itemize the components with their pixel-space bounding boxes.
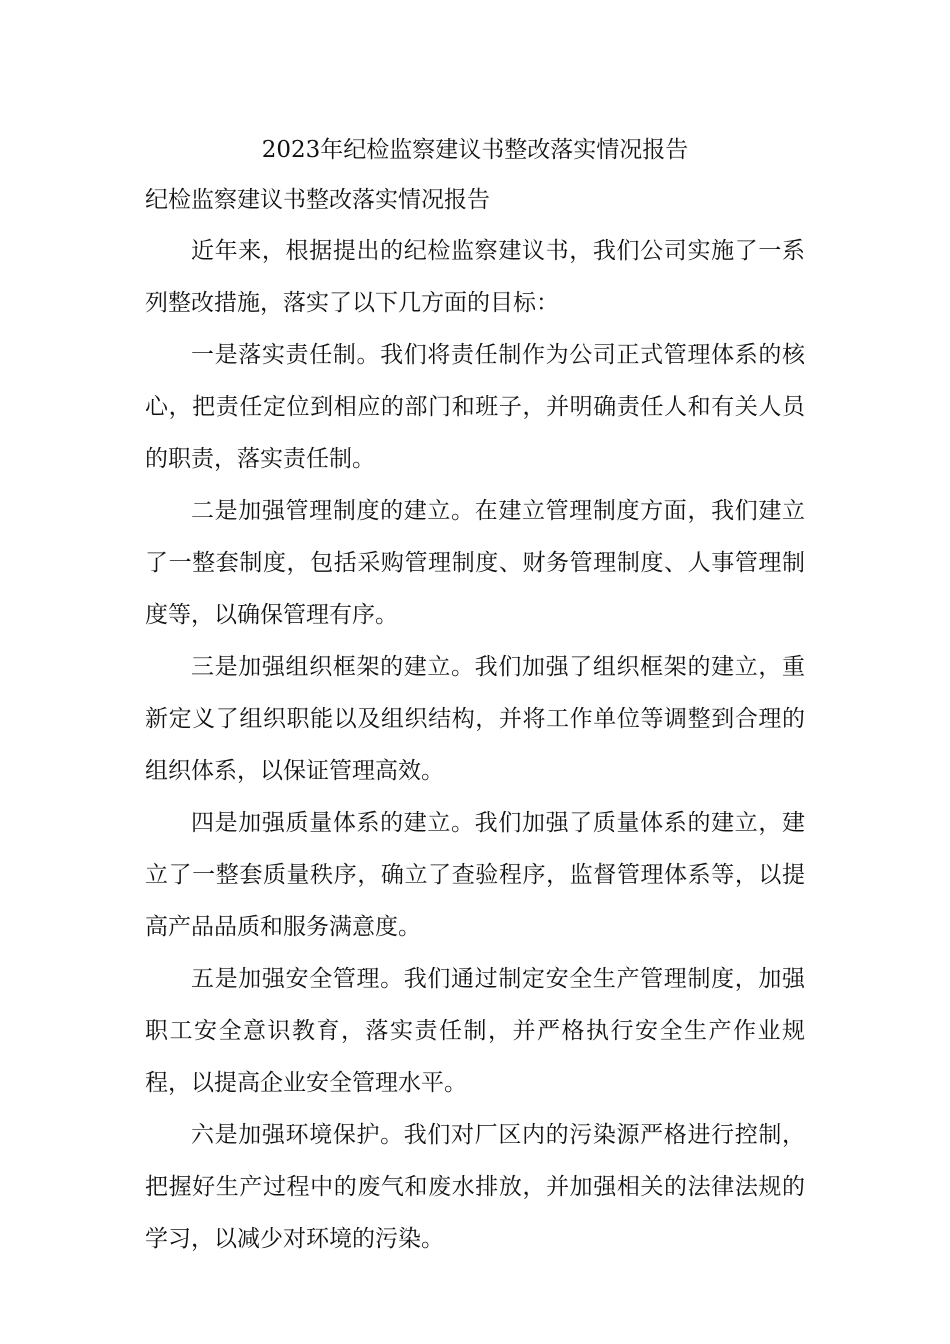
paragraph-environment: 六是加强环境保护。我们对厂区内的污染源严格进行控制，把握好生产过程中的废气和废水排放，并加强相关的法律法规的学习，以减少对环境的污染。 bbox=[145, 1122, 805, 1252]
paragraph-responsibility: 一是落实责任制。我们将责任制作为公司正式管理体系的核心，把责任定位到相应的部门和班子，并明确责任人和有关人员的职责，落实责任制。 bbox=[145, 342, 805, 472]
paragraph-safety: 五是加强安全管理。我们通过制定安全生产管理制度，加强职工安全意识教育，落实责任制，并严格执行安全生产作业规程，以提高企业安全管理水平。 bbox=[145, 966, 805, 1096]
document-title: 2023年纪检监察建议书整改落实情况报告 bbox=[261, 137, 689, 163]
document-subtitle: 纪检监察建议书整改落实情况报告 bbox=[145, 187, 490, 213]
paragraph-intro: 近年来，根据提出的纪检监察建议书，我们公司实施了一系列整改措施，落实了以下几方面的目标： bbox=[145, 238, 805, 316]
paragraph-organization: 三是加强组织框架的建立。我们加强了组织框架的建立，重新定义了组织职能以及组织结构，并将工作单位等调整到合理的组织体系，以保证管理高效。 bbox=[145, 654, 805, 784]
paragraph-management-system: 二是加强管理制度的建立。在建立管理制度方面，我们建立了一整套制度，包括采购管理制度、财务管理制度、人事管理制度等，以确保管理有序。 bbox=[145, 498, 805, 628]
paragraph-quality: 四是加强质量体系的建立。我们加强了质量体系的建立，建立了一整套质量秩序，确立了查验程序，监督管理体系等，以提高产品品质和服务满意度。 bbox=[145, 810, 805, 940]
document-body bbox=[145, 225, 805, 1265]
